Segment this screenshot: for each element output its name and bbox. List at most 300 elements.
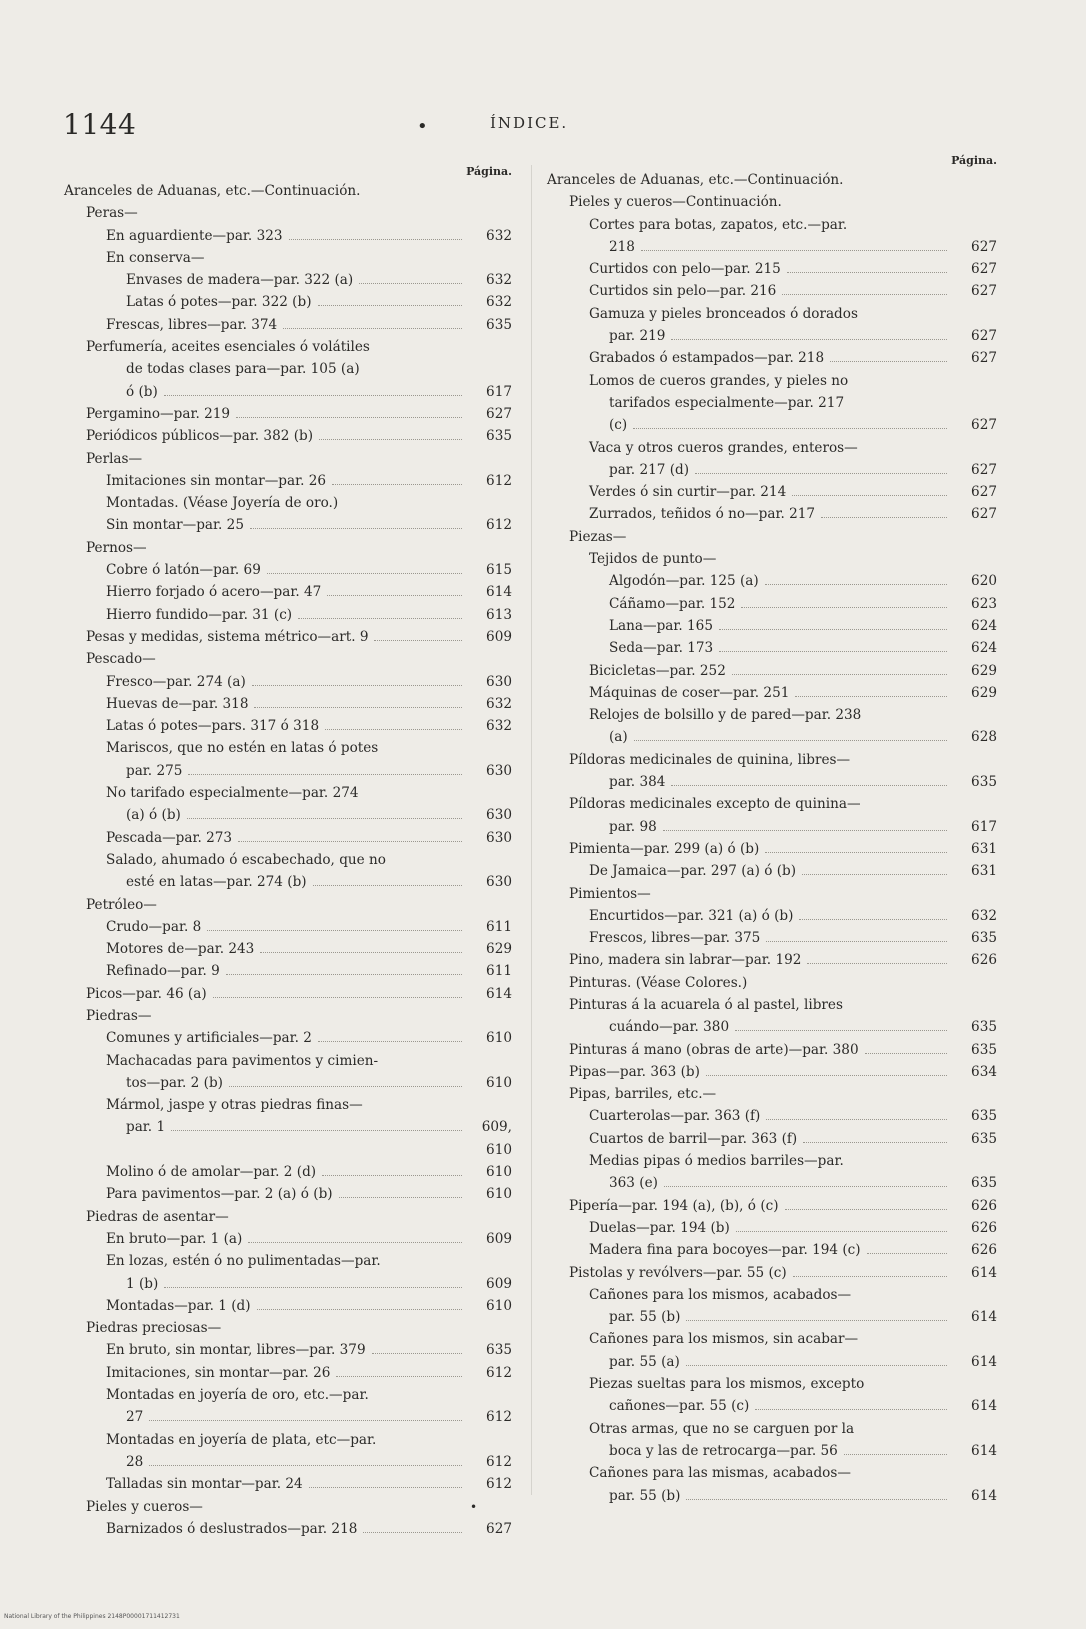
- entry-text: Imitaciones, sin montar—par. 26: [106, 1364, 331, 1381]
- entry-text: Montadas en joyería de plata, etc—par.: [106, 1431, 377, 1448]
- index-entry: [547, 1284, 997, 1306]
- index-entry: [547, 1128, 997, 1150]
- entry-page-number: 630: [486, 807, 512, 824]
- entry-page-number: 627: [486, 405, 512, 422]
- entry-text: Vaca y otros cueros grandes, enteros—: [589, 439, 858, 456]
- entry-text: Imitaciones sin montar—par. 26: [106, 472, 327, 489]
- entry-page-number: 628: [971, 729, 997, 746]
- entry-page-number: 627: [971, 484, 997, 501]
- index-entry: [64, 1406, 512, 1428]
- entry-page-number: 609: [486, 1230, 512, 1247]
- index-entry: [64, 1183, 512, 1205]
- index-entry: [547, 1262, 997, 1284]
- index-entry: [547, 793, 997, 815]
- dot-leader: [289, 239, 462, 240]
- index-entry: [547, 615, 997, 637]
- entry-text: Lana—par. 165: [609, 617, 713, 634]
- index-entry: [64, 871, 512, 893]
- entry-text: Encurtidos—par. 321 (a) ó (b): [589, 907, 794, 924]
- index-entry: [547, 1083, 997, 1105]
- entry-text: boca y las de retrocarga—par. 56: [609, 1442, 838, 1459]
- dot-leader: [785, 1209, 947, 1210]
- dot-leader: [736, 1231, 947, 1232]
- index-entry: [547, 169, 997, 191]
- index-entry: [547, 838, 997, 860]
- index-entry: [547, 347, 997, 369]
- index-entry: [64, 1273, 512, 1295]
- dot-leader: [782, 294, 947, 295]
- dot-leader: [663, 830, 947, 831]
- entry-text: de todas clases para—par. 105 (a): [126, 361, 360, 378]
- dot-leader: [821, 517, 947, 518]
- dot-leader: [766, 941, 947, 942]
- entry-text: Pimienta—par. 299 (a) ó (b): [569, 840, 760, 857]
- entry-text: Pinturas á la acuarela ó al pastel, libres: [569, 996, 843, 1013]
- dot-leader: [787, 272, 947, 273]
- entry-text: Refinado—par. 9: [106, 963, 220, 980]
- entry-page-number: 632: [486, 695, 512, 712]
- dot-leader: [686, 1365, 947, 1366]
- entry-text: tos—par. 2 (b): [126, 1074, 223, 1091]
- index-entry: [64, 202, 512, 224]
- index-entry: [64, 1161, 512, 1183]
- index-entry: [64, 225, 512, 247]
- running-title: ÍNDICE.: [490, 114, 569, 132]
- dot-leader: [671, 339, 947, 340]
- index-entry: [547, 526, 997, 548]
- dot-leader: [260, 952, 462, 953]
- index-entry: [64, 1429, 512, 1451]
- entry-page-number: 624: [971, 617, 997, 634]
- entry-text: Píldoras medicinales excepto de quinina—: [569, 796, 861, 813]
- dot-leader: [257, 1309, 462, 1310]
- entry-page-number: 624: [971, 640, 997, 657]
- entry-text: Machacadas para pavimentos y cimien-: [106, 1052, 379, 1069]
- entry-text: Hierro fundido—par. 31 (c): [106, 606, 293, 623]
- entry-page-number: 630: [486, 673, 512, 690]
- dot-leader: [359, 283, 462, 284]
- dot-leader: [254, 707, 462, 708]
- entry-page-number: 626: [971, 952, 997, 969]
- entry-page-number: 627: [971, 328, 997, 345]
- bottom-mark: •: [470, 1500, 478, 1514]
- dot-leader: [372, 1353, 462, 1354]
- dot-leader: [867, 1253, 947, 1254]
- entry-text: Cobre ó latón—par. 69: [106, 562, 261, 579]
- index-entry: [64, 827, 512, 849]
- index-entry: [64, 938, 512, 960]
- entry-text: (a): [609, 729, 628, 746]
- entry-text: En lozas, estén ó no pulimentadas—par.: [106, 1253, 381, 1270]
- entry-text: 218: [609, 238, 635, 255]
- index-entry: [64, 782, 512, 804]
- index-entry: [547, 860, 997, 882]
- entry-text: Pinturas. (Véase Colores.): [569, 974, 748, 991]
- index-entry: [64, 291, 512, 313]
- index-entry: [547, 459, 997, 481]
- index-entry: [547, 593, 997, 615]
- index-entry: [64, 247, 512, 269]
- entry-text: Cortes para botas, zapatos, etc.—par.: [589, 216, 848, 233]
- entry-text: Medias pipas ó medios barriles—par.: [589, 1153, 844, 1170]
- entry-text: Piedras de asentar—: [86, 1208, 229, 1225]
- entry-page-number: 635: [971, 1130, 997, 1147]
- dot-leader: [807, 963, 947, 964]
- entry-text: Envases de madera—par. 322 (a): [126, 272, 354, 289]
- entry-text: En bruto—par. 1 (a): [106, 1230, 243, 1247]
- index-entry: [547, 1061, 997, 1083]
- index-entry: [547, 303, 997, 325]
- dot-leader: [732, 674, 947, 675]
- entry-page-number: 615: [486, 562, 512, 579]
- page-header: [0, 108, 1086, 148]
- index-entry: [64, 358, 512, 380]
- entry-page-number: 632: [486, 227, 512, 244]
- index-entry: [547, 570, 997, 592]
- index-entry: [547, 191, 997, 213]
- entry-text: par. 219: [609, 328, 666, 345]
- entry-text: Sin montar—par. 25: [106, 517, 244, 534]
- entry-page-number: 614: [971, 1398, 997, 1415]
- entry-text: Pipas, barriles, etc.—: [569, 1086, 717, 1103]
- entry-text: Pescado—: [86, 651, 156, 668]
- entry-page-number: 627: [971, 350, 997, 367]
- index-entry: [64, 314, 512, 336]
- index-entry: [64, 1518, 512, 1540]
- entry-text: En conserva—: [106, 249, 205, 266]
- dot-leader: [207, 930, 462, 931]
- entry-page-number: 610: [486, 1030, 512, 1047]
- entry-page-number: 627: [971, 261, 997, 278]
- entry-text: Frescos, libres—par. 375: [589, 930, 761, 947]
- entry-page-number: 614: [486, 985, 512, 1002]
- entry-text: Montadas—par. 1 (d): [106, 1297, 251, 1314]
- entry-page-number: 617: [486, 383, 512, 400]
- entry-text: Montadas en joyería de oro, etc.—par.: [106, 1387, 369, 1404]
- entry-text: Gamuza y pieles bronceados ó dorados: [589, 305, 858, 322]
- entry-page-number: 632: [486, 272, 512, 289]
- library-stamp: National Library of the Philippines 2148P00001711412731: [4, 1613, 180, 1620]
- dot-leader: [719, 629, 947, 630]
- dot-leader: [633, 428, 947, 429]
- entry-text: Mármol, jaspe y otras piedras finas—: [106, 1097, 363, 1114]
- dot-leader: [319, 439, 462, 440]
- dot-leader: [318, 1041, 462, 1042]
- page-number: 1144: [63, 108, 137, 141]
- entry-text: Peras—: [86, 205, 138, 222]
- entry-text: Molino ó de amolar—par. 2 (d): [106, 1164, 317, 1181]
- entry-text: Cañones para los mismos, acabados—: [589, 1286, 852, 1303]
- entry-text: Pipas—par. 363 (b): [569, 1063, 700, 1080]
- entry-page-number: 635: [971, 774, 997, 791]
- entry-text: Máquinas de coser—par. 251: [589, 684, 790, 701]
- entry-text: Huevas de—par. 318: [106, 695, 249, 712]
- index-entry: [64, 537, 512, 559]
- entry-text: par. 55 (b): [609, 1487, 681, 1504]
- dot-leader: [298, 618, 462, 619]
- entry-page-number: 627: [486, 1520, 512, 1537]
- index-entry: [547, 1306, 997, 1328]
- entry-text: Seda—par. 173: [609, 640, 714, 657]
- index-entry: [547, 1172, 997, 1194]
- entry-text: par. 275: [126, 762, 183, 779]
- entry-text: No tarifado especialmente—par. 274: [106, 785, 359, 802]
- index-entry: [547, 704, 997, 726]
- index-entry: [547, 325, 997, 347]
- index-entry: [64, 715, 512, 737]
- dot-leader: [318, 305, 463, 306]
- index-entry: [547, 949, 997, 971]
- entry-page-number: 632: [486, 718, 512, 735]
- entry-text: Pesas y medidas, sistema métrico—art. 9: [86, 628, 369, 645]
- entry-text: Aranceles de Aduanas, etc.—Continuación.: [64, 183, 361, 199]
- index-entry: [547, 1373, 997, 1395]
- dot-leader: [336, 1376, 462, 1377]
- index-entry: [64, 425, 512, 447]
- dot-leader: [844, 1454, 947, 1455]
- entry-text: En aguardiente—par. 323: [106, 227, 283, 244]
- dot-leader: [686, 1320, 947, 1321]
- dot-leader: [374, 640, 462, 641]
- entry-page-number: 612: [486, 1476, 512, 1493]
- index-entry: [547, 1485, 997, 1507]
- dot-leader: [765, 584, 947, 585]
- entry-page-number: 612: [486, 1453, 512, 1470]
- dot-leader: [695, 473, 947, 474]
- entry-text: par. 98: [609, 818, 657, 835]
- index-entry: [64, 180, 512, 202]
- entry-page-number: 617: [971, 818, 997, 835]
- dot-leader: [686, 1499, 947, 1500]
- entry-page-number: 635: [971, 1108, 997, 1125]
- entry-page-number: 635: [971, 1019, 997, 1036]
- entry-text: Algodón—par. 125 (a): [609, 573, 759, 590]
- entry-page-number: 635: [486, 428, 512, 445]
- index-entry: [64, 403, 512, 425]
- entry-text: Relojes de bolsillo y de pared—par. 238: [589, 707, 862, 724]
- entry-page-number: 632: [971, 907, 997, 924]
- entry-page-number: 610: [486, 1186, 512, 1203]
- dot-leader: [252, 685, 462, 686]
- dot-leader: [865, 1053, 947, 1054]
- entry-text: par. 217 (d): [609, 461, 690, 478]
- index-entry: [64, 559, 512, 581]
- entry-text: par. 384: [609, 774, 666, 791]
- entry-text: Fresco—par. 274 (a): [106, 673, 246, 690]
- dot-leader: [238, 841, 462, 842]
- entry-page-number: 614: [971, 1487, 997, 1504]
- entry-text: 28: [126, 1453, 144, 1470]
- dot-leader: [229, 1086, 462, 1087]
- entry-text: par. 55 (a): [609, 1353, 680, 1370]
- entry-text: Frescas, libres—par. 374: [106, 316, 278, 333]
- index-entry: [547, 370, 997, 392]
- index-entry: [64, 1005, 512, 1027]
- dot-leader: [322, 1175, 462, 1176]
- entry-text: Pinturas á mano (obras de arte)—par. 380: [569, 1041, 859, 1058]
- entry-page-number: 635: [971, 1175, 997, 1192]
- entry-text: Piezas sueltas para los mismos, excepto: [589, 1376, 865, 1393]
- index-entry: [64, 983, 512, 1005]
- dot-leader: [248, 1242, 462, 1243]
- index-entry: [547, 1016, 997, 1038]
- entry-text: Pergamino—par. 219: [86, 405, 231, 422]
- index-entry: [547, 414, 997, 436]
- index-entry: [64, 648, 512, 670]
- index-entry: [64, 269, 512, 291]
- entry-page-number: 626: [971, 1219, 997, 1236]
- entry-text: Cuartos de barril—par. 363 (f): [589, 1130, 798, 1147]
- index-entry: [64, 381, 512, 403]
- entry-text: Crudo—par. 8: [106, 918, 202, 935]
- index-entry: [64, 894, 512, 916]
- entry-text: esté en latas—par. 274 (b): [126, 874, 307, 891]
- entry-page-number: 612: [486, 472, 512, 489]
- entry-text: Salado, ahumado ó escabechado, que no: [106, 851, 386, 868]
- entry-page-number: 627: [971, 461, 997, 478]
- entry-page-number: 627: [971, 238, 997, 255]
- entry-page-number: 612: [486, 1409, 512, 1426]
- index-entry: [64, 1295, 512, 1317]
- index-entry: [64, 626, 512, 648]
- entry-page-number: 609, 610: [481, 1119, 512, 1158]
- entry-text: 27: [126, 1409, 144, 1426]
- entry-text: Grabados ó estampados—par. 218: [589, 350, 825, 367]
- index-entry: [547, 927, 997, 949]
- entry-page-number: 623: [971, 595, 997, 612]
- entry-text: Lomos de cueros grandes, y pieles no: [589, 372, 849, 389]
- dot-leader: [226, 974, 462, 975]
- index-entry: [547, 280, 997, 302]
- index-entry: [547, 1440, 997, 1462]
- entry-text: Motores de—par. 243: [106, 941, 255, 958]
- entry-text: Comunes y artificiales—par. 2: [106, 1030, 312, 1047]
- entry-page-number: 611: [486, 918, 512, 935]
- dot-leader: [741, 607, 947, 608]
- entry-page-number: 612: [486, 1364, 512, 1381]
- index-entry: [64, 1362, 512, 1384]
- dot-leader: [671, 785, 947, 786]
- left-column: [64, 163, 512, 1540]
- index-entry: [64, 1317, 512, 1339]
- index-entry: [64, 1250, 512, 1272]
- index-entry: [64, 1228, 512, 1250]
- index-entry: [547, 1105, 997, 1127]
- left-entry-list: [64, 180, 512, 1540]
- index-entry: [547, 236, 997, 258]
- dot-leader: [213, 997, 462, 998]
- index-entry: [547, 437, 997, 459]
- entry-text: cuándo—par. 380: [609, 1019, 730, 1036]
- dot-leader: [267, 573, 462, 574]
- entry-text: Piedras preciosas—: [86, 1320, 222, 1337]
- dot-leader: [149, 1420, 462, 1421]
- dot-leader: [755, 1409, 947, 1410]
- dot-leader: [803, 1142, 947, 1143]
- entry-text: Piedras—: [86, 1007, 152, 1024]
- index-entry: [64, 1094, 512, 1116]
- index-entry: [547, 883, 997, 905]
- entry-text: par. 1: [126, 1119, 166, 1136]
- dot-leader: [664, 1186, 947, 1187]
- entry-text: Latas ó potes—pars. 317 ó 318: [106, 718, 320, 735]
- entry-text: En bruto, sin montar, libres—par. 379: [106, 1342, 366, 1359]
- index-entry: [64, 1473, 512, 1495]
- index-entry: [64, 960, 512, 982]
- index-entry: [547, 972, 997, 994]
- entry-text: Pieles y cueros—Continuación.: [569, 194, 782, 211]
- entry-text: Talladas sin montar—par. 24: [106, 1476, 303, 1493]
- entry-page-number: 635: [971, 1041, 997, 1058]
- index-entry: [64, 1072, 512, 1094]
- index-entry: [547, 905, 997, 927]
- right-entry-list: [547, 169, 997, 1507]
- entry-text: Pimientos—: [569, 885, 651, 902]
- dot-leader: [802, 874, 947, 875]
- dot-leader: [250, 528, 462, 529]
- index-entry: [547, 994, 997, 1016]
- index-entry: [64, 336, 512, 358]
- index-entry: [547, 548, 997, 570]
- index-entry: [64, 671, 512, 693]
- index-entry: [64, 448, 512, 470]
- index-entry: [547, 637, 997, 659]
- entry-text: 363 (e): [609, 1175, 658, 1192]
- index-entry: [64, 1027, 512, 1049]
- entry-text: tarifados especialmente—par. 217: [609, 394, 845, 411]
- entry-text: Cañones para los mismos, sin acabar—: [589, 1331, 859, 1348]
- index-entry: [64, 1496, 512, 1518]
- entry-page-number: 629: [971, 662, 997, 679]
- entry-text: Curtidos con pelo—par. 215: [589, 261, 781, 278]
- dot-leader: [719, 651, 947, 652]
- entry-page-number: 635: [486, 1342, 512, 1359]
- index-entry: [64, 1339, 512, 1361]
- dot-leader: [641, 250, 947, 251]
- entry-page-number: 634: [971, 1063, 997, 1080]
- index-entry: [64, 470, 512, 492]
- entry-text: Pipería—par. 194 (a), (b), ó (c): [569, 1197, 779, 1214]
- entry-text: Verdes ó sin curtir—par. 214: [589, 484, 787, 501]
- entry-page-number: 614: [971, 1264, 997, 1281]
- entry-page-number: 610: [486, 1074, 512, 1091]
- index-entry: [547, 1328, 997, 1350]
- entry-text: Pino, madera sin labrar—par. 192: [569, 952, 802, 969]
- entry-page-number: 630: [486, 762, 512, 779]
- index-entry: [547, 749, 997, 771]
- entry-text: cañones—par. 55 (c): [609, 1398, 750, 1415]
- entry-text: Bicicletas—par. 252: [589, 662, 726, 679]
- entry-text: Perlas—: [86, 450, 143, 467]
- index-entry: [64, 581, 512, 603]
- index-entry: [547, 771, 997, 793]
- index-entry: [547, 1039, 997, 1061]
- entry-text: Para pavimentos—par. 2 (a) ó (b): [106, 1186, 333, 1203]
- index-entry: [64, 916, 512, 938]
- entry-text: Pieles y cueros—: [86, 1498, 203, 1515]
- entry-text: Perfumería, aceites esenciales ó volátiles: [86, 339, 370, 356]
- index-entry: [547, 392, 997, 414]
- entry-text: Pescada—par. 273: [106, 829, 233, 846]
- index-entry: [64, 849, 512, 871]
- index-entry: [547, 1418, 997, 1440]
- index-entry: [547, 481, 997, 503]
- index-entry: [64, 514, 512, 536]
- entry-text: Pistolas y revólvers—par. 55 (c): [569, 1264, 787, 1281]
- index-entry: [547, 1150, 997, 1172]
- entry-text: Picos—par. 46 (a): [86, 985, 207, 1002]
- dot-leader: [735, 1030, 947, 1031]
